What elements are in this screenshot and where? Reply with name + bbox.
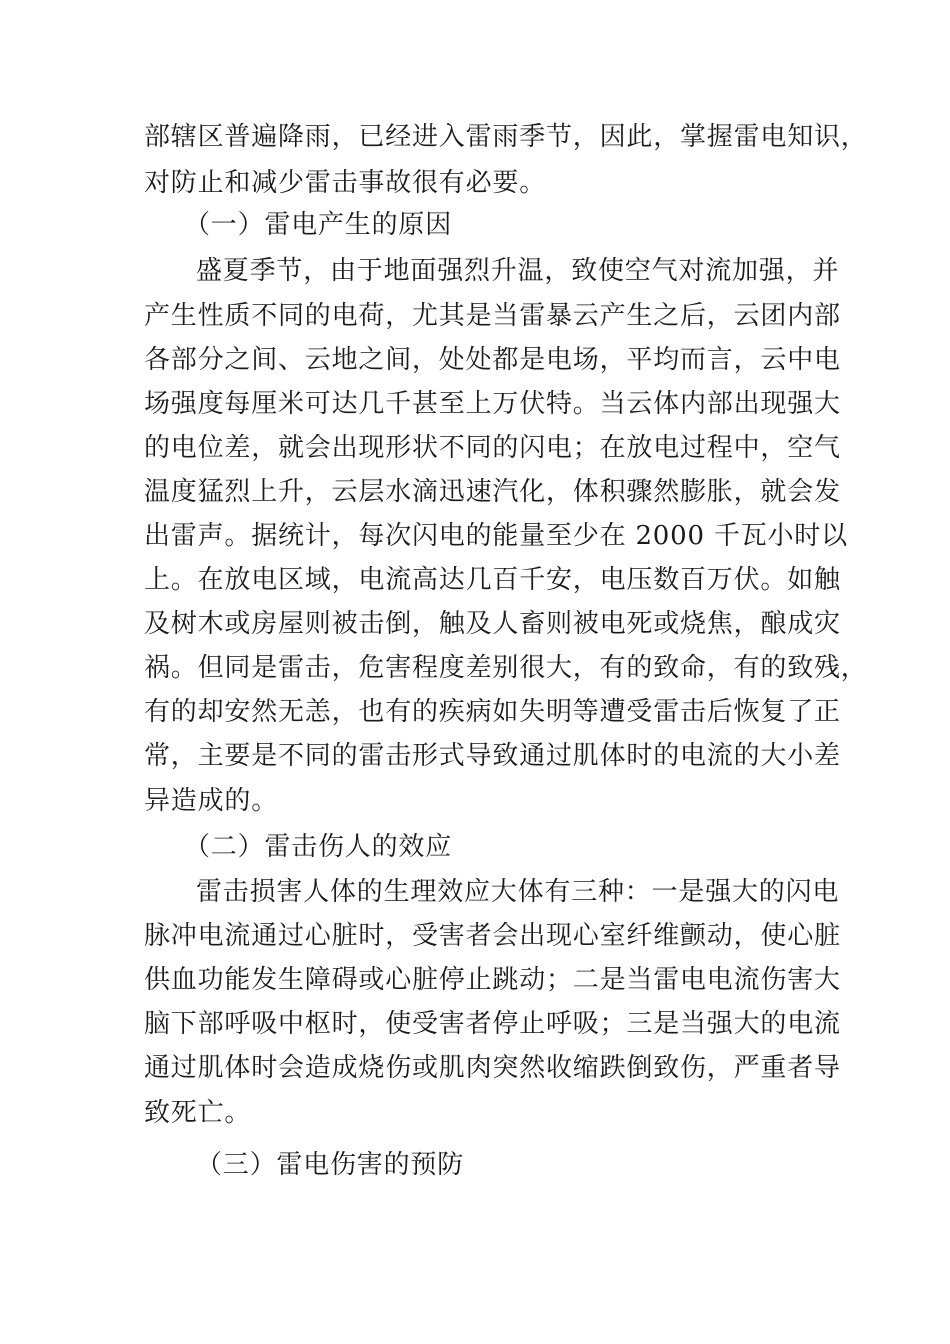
- text-line: 祸。但同是雷击，危害程度差别很大，有的致命，有的致残，: [144, 653, 868, 683]
- text-line: 部辖区普遍降雨，已经进入雷雨季节，因此，掌握雷电知识，: [144, 122, 868, 152]
- text-line: 场强度每厘米可达几千甚至上万伏特。当云体内部出现强大: [144, 389, 841, 419]
- text-line: 脑下部呼吸中枢时，使受害者停止呼吸；三是当强大的电流: [144, 1009, 841, 1039]
- text-line: 盛夏季节，由于地面强烈升温，致使空气对流加强，并: [196, 256, 840, 286]
- text-line: 常，主要是不同的雷击形式导致通过肌体时的电流的大小差: [144, 741, 841, 771]
- text-line: 通过肌体时会造成烧伤或肌肉突然收缩跌倒致伤，严重者导: [144, 1053, 841, 1083]
- section-heading: （三）雷电伤害的预防: [196, 1150, 465, 1180]
- text-line: 脉冲电流通过心脏时，受害者会出现心室纤维颤动，使心脏: [144, 921, 841, 951]
- text-line: 温度猛烈上升，云层水滴迅速汽化，体积骤然膨胀，就会发: [144, 477, 841, 507]
- text-line: 异造成的。: [144, 786, 279, 816]
- text-line: 上。在放电区域，电流高达几百千安，电压数百万伏。如触: [144, 565, 841, 595]
- section-heading: （二）雷击伤人的效应: [184, 832, 453, 862]
- text-line: 产生性质不同的电荷，尤其是当雷暴云产生之后，云团内部: [144, 301, 841, 331]
- text-line: 及树木或房屋则被击倒，触及人畜则被电死或烧焦，酿成灾: [144, 609, 841, 639]
- section-heading: （一）雷电产生的原因: [184, 210, 453, 240]
- text-line: 各部分之间、云地之间，处处都是电场，平均而言，云中电: [144, 345, 841, 375]
- text-line: 有的却安然无恙，也有的疾病如失明等遭受雷击后恢复了正: [144, 697, 841, 727]
- text-line: 供血功能发生障碍或心脏停止跳动；二是当雷电电流伤害大: [144, 965, 841, 995]
- text-line: 出雷声。据统计，每次闪电的能量至少在 2000 千瓦小时以: [144, 521, 848, 551]
- text-line: 雷击损害人体的生理效应大体有三种：一是强大的闪电: [196, 877, 840, 907]
- text-line: 致死亡。: [144, 1098, 252, 1128]
- text-line: 对防止和减少雷击事故很有必要。: [144, 168, 547, 198]
- text-line: 的电位差，就会出现形状不同的闪电；在放电过程中，空气: [144, 433, 841, 463]
